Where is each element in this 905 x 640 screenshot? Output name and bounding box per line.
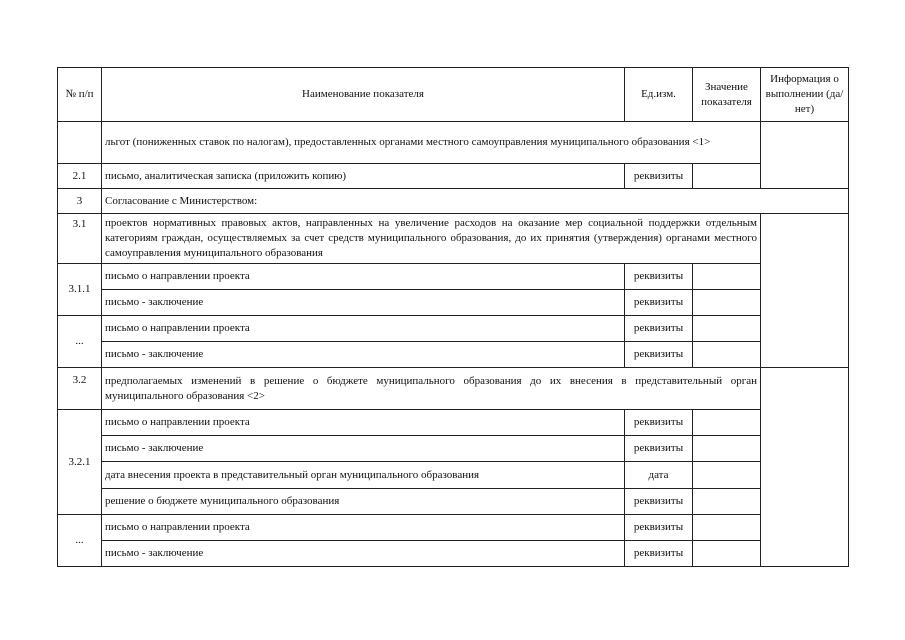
row-unit: реквизиты (625, 410, 693, 436)
row-unit: реквизиты (625, 316, 693, 342)
info-cell (761, 122, 849, 189)
row-value (693, 410, 761, 436)
table-row (58, 541, 849, 567)
row-value (693, 489, 761, 515)
row-num: 2.1 (58, 164, 102, 189)
table-row (58, 264, 849, 290)
row-num: 3.2.1 (58, 410, 102, 515)
row-unit: дата (625, 462, 693, 489)
row-unit: реквизиты (625, 290, 693, 316)
row-name: письмо о направлении проекта (102, 410, 625, 436)
row-num: ... (58, 316, 102, 368)
row-name: проектов нормативных правовых актов, направленных на увеличение расходов на оказание мер социальной поддержки отдельным категориям граждан, осуществляемых за счет средств муниципального образования, до их принятия (утверждения) органами местного самоуправления муниципального образования (102, 214, 761, 264)
table-row (58, 410, 849, 436)
row-unit: реквизиты (625, 489, 693, 515)
table-row (58, 515, 849, 541)
row-name: письмо - заключение (102, 342, 625, 368)
row-unit: реквизиты (625, 436, 693, 462)
header-num: № п/п (58, 68, 102, 122)
table-row (58, 436, 849, 462)
row-unit: реквизиты (625, 541, 693, 567)
row-name: письмо о направлении проекта (102, 264, 625, 290)
row-value (693, 541, 761, 567)
row-num: 3.2 (58, 368, 102, 410)
row-name: льгот (пониженных ставок по налогам), предоставленных органами местного самоуправления муниципального образования <1> (102, 122, 761, 164)
table-row (58, 164, 849, 189)
indicators-table (57, 67, 849, 567)
row-name: письмо - заключение (102, 436, 625, 462)
table-row (58, 368, 849, 410)
row-num: 3.1.1 (58, 264, 102, 316)
row-value (693, 290, 761, 316)
row-name: Согласование с Министерством: (102, 189, 849, 214)
row-value (693, 436, 761, 462)
row-num (58, 122, 102, 164)
row-value (693, 462, 761, 489)
table-row (58, 489, 849, 515)
row-unit: реквизиты (625, 515, 693, 541)
row-num: 3.1 (58, 214, 102, 264)
table-row (58, 342, 849, 368)
row-name: письмо о направлении проекта (102, 316, 625, 342)
row-name: письмо о направлении проекта (102, 515, 625, 541)
header-row (58, 68, 849, 122)
header-info: Информация о выполнении (да/ нет) (761, 68, 849, 122)
row-unit: реквизиты (625, 342, 693, 368)
header-name: Наименование показателя (102, 68, 625, 122)
header-unit: Ед.изм. (625, 68, 693, 122)
row-num: ... (58, 515, 102, 567)
row-name: письмо - заключение (102, 290, 625, 316)
row-name: письмо, аналитическая записка (приложить копию) (102, 164, 625, 189)
row-value (693, 264, 761, 290)
row-name: предполагаемых изменений в решение о бюджете муниципального образования до их внесения в представительный орган муниципального образования <2> (102, 368, 761, 410)
table-row (58, 214, 849, 264)
table-row (58, 122, 849, 164)
table-row (58, 462, 849, 489)
row-value (693, 316, 761, 342)
row-num: 3 (58, 189, 102, 214)
row-value (693, 342, 761, 368)
row-value (693, 515, 761, 541)
info-cell (761, 214, 849, 368)
table-row (58, 189, 849, 214)
row-name: письмо - заключение (102, 541, 625, 567)
header-value: Значение показателя (693, 68, 761, 122)
row-name: дата внесения проекта в представительный орган муниципального образования (102, 462, 625, 489)
table-row (58, 290, 849, 316)
row-unit: реквизиты (625, 264, 693, 290)
row-value (693, 164, 761, 189)
row-unit: реквизиты (625, 164, 693, 189)
row-name: решение о бюджете муниципального образования (102, 489, 625, 515)
table-row (58, 316, 849, 342)
info-cell (761, 368, 849, 567)
